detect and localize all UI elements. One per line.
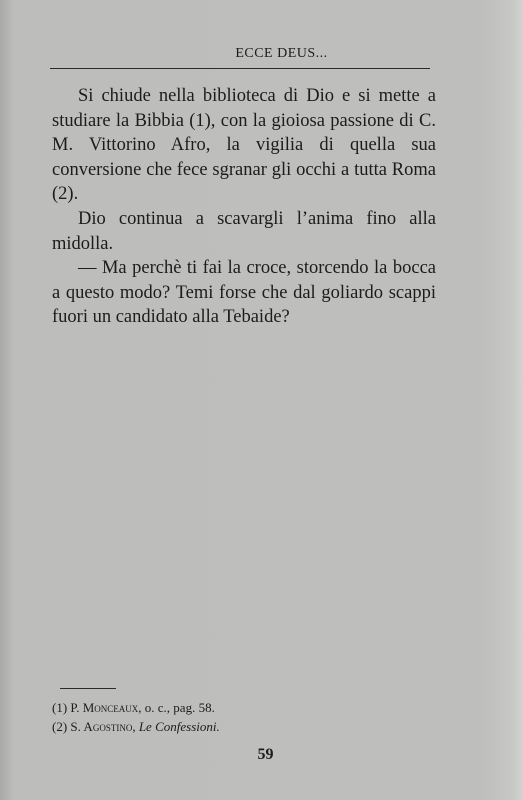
- footnote-2: [52, 717, 436, 736]
- paragraph: Si chiude nella biblioteca di Dio e si mette a studiare la Bibbia (1), con la gioiosa passione di C. M. Vittorino Afro, la vigilia di quella sua conversione che fece sgranar gli occhi a tutta Roma (2).: [52, 86, 436, 205]
- footnote-author: P. Monceaux,: [70, 700, 142, 715]
- header-rule: [50, 68, 430, 69]
- footnotes: [52, 698, 436, 736]
- body-text: [52, 84, 436, 330]
- footnote-marker: (2): [52, 719, 68, 734]
- footnote-title: Le Confessioni.: [138, 719, 220, 734]
- footnote-rule: [60, 688, 116, 689]
- running-header: ECCE DEUS...: [235, 46, 328, 61]
- paragraph: — Ma perchè ti fai la croce, storcendo la bocca a questo modo? Temi forse che dal goliardo scappi fuori un candidato alla Tebaide?: [52, 258, 436, 328]
- footnote-1: [52, 698, 436, 717]
- footnote-marker: (1): [52, 700, 68, 715]
- footnote-author: S. Agostino,: [70, 719, 136, 734]
- paragraph: Dio continua a scavargli l’anima fino alla midolla.: [52, 208, 436, 254]
- page-number: 59: [257, 746, 274, 763]
- footnote-reference: o. c., pag. 58.: [144, 700, 215, 715]
